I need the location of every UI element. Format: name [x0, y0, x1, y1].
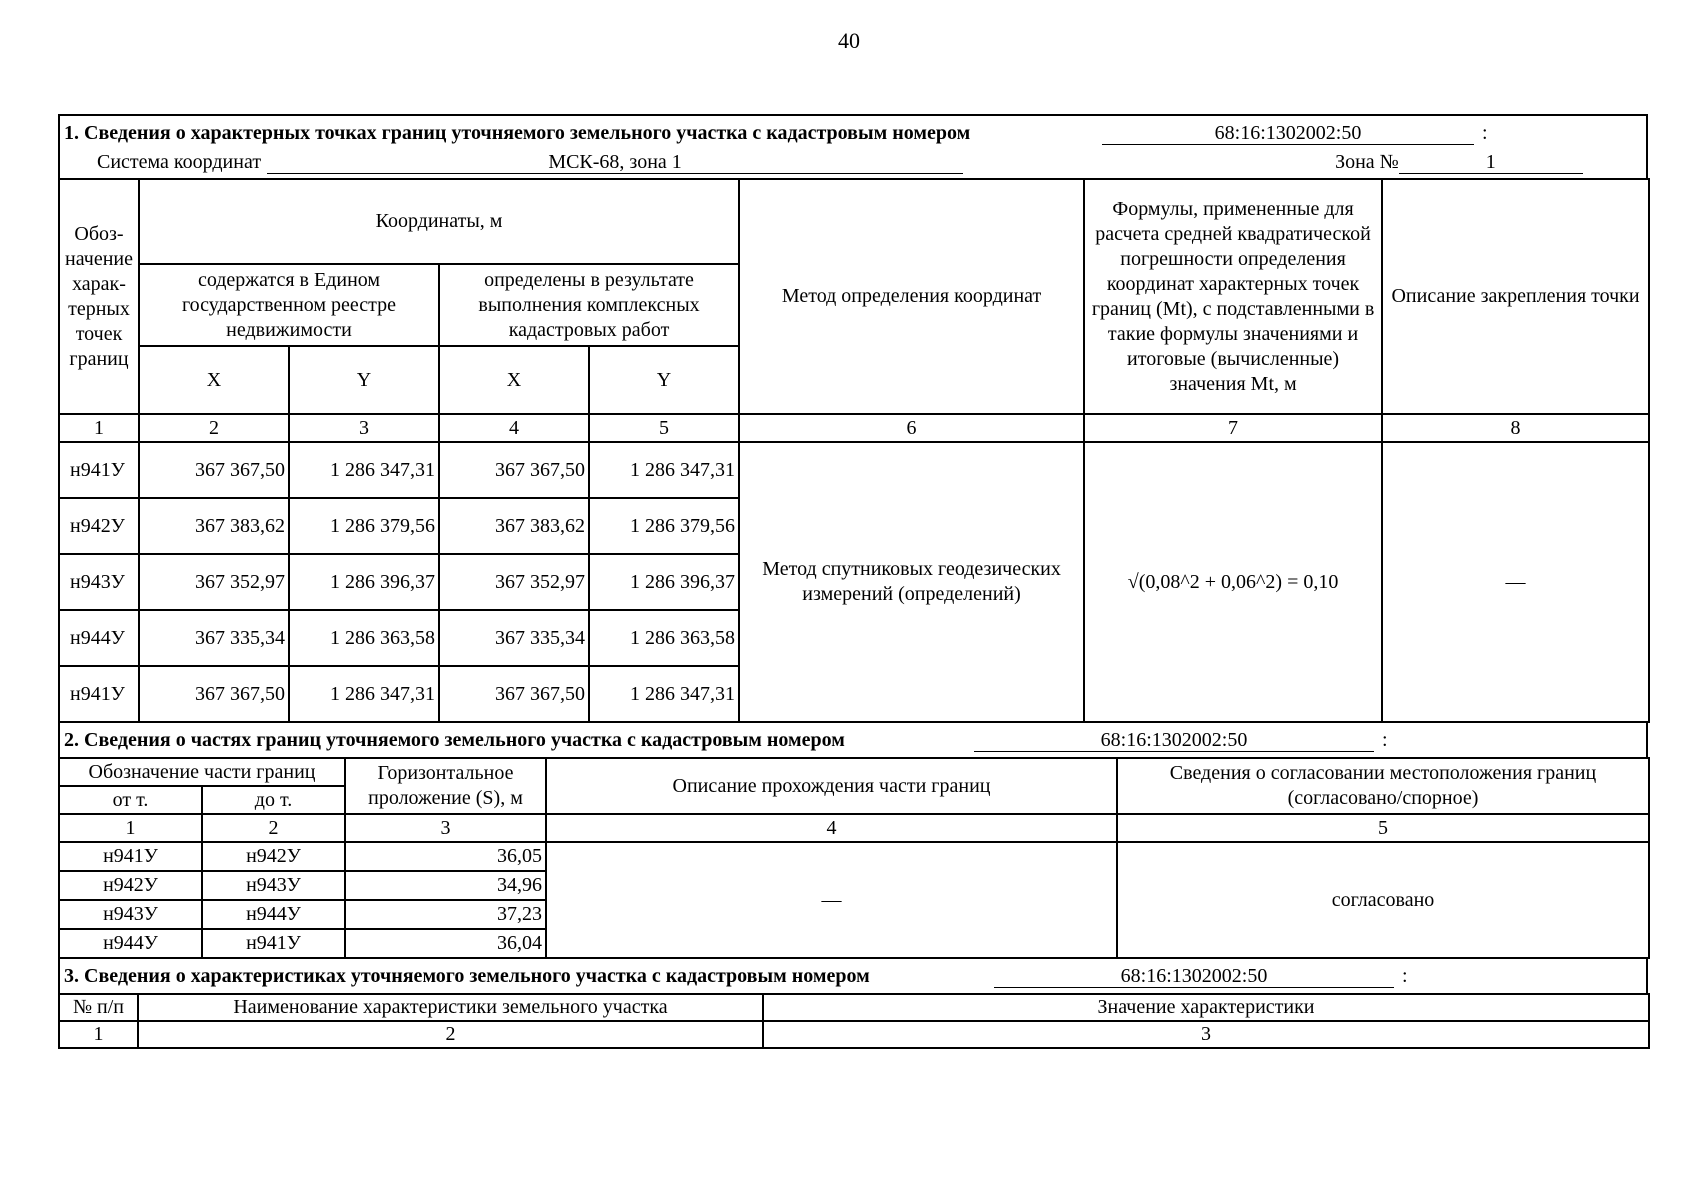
egrn-y: 1 286 379,56: [289, 498, 439, 554]
horizontal-value: 34,96: [345, 871, 546, 900]
header-egrn: содержатся в Едином государственном реестре недвижимости: [139, 264, 439, 346]
header-y2: Y: [589, 346, 739, 414]
determined-y: 1 286 347,31: [589, 442, 739, 498]
from-point: н941У: [59, 842, 202, 871]
determined-y: 1 286 396,37: [589, 554, 739, 610]
egrn-x: 367 367,50: [139, 442, 289, 498]
section2-title-cell: [59, 722, 1647, 758]
header-num: № п/п: [59, 994, 138, 1021]
section3-characteristics-table: [58, 993, 1650, 1049]
to-point: н941У: [202, 929, 345, 958]
point-name: н944У: [59, 610, 139, 666]
agreement-value: согласовано: [1117, 842, 1649, 958]
col-number: 3: [289, 414, 439, 442]
section2-colon: :: [1382, 728, 1388, 751]
determined-x: 367 335,34: [439, 610, 589, 666]
header-point-designation: Обоз- начение харак- терных точек границ: [59, 179, 139, 414]
table-row: [59, 442, 1649, 498]
horizontal-value: 36,04: [345, 929, 546, 958]
section1-title: 1. Сведения о характерных точках границ уточняемого земельного участка с кадастровым номером: [64, 121, 971, 144]
col-number: 1: [59, 814, 202, 842]
header-part-designation: Обозначение части границ: [59, 758, 345, 786]
zone-value: 1: [1399, 151, 1583, 174]
col-number: 2: [202, 814, 345, 842]
header-horizontal: Горизонтальное проложение (S), м: [345, 758, 546, 814]
page-number: 40: [838, 28, 860, 53]
header-fixing: Описание закрепления точки: [1382, 179, 1649, 414]
coord-system-value: МСК-68, зона 1: [267, 151, 963, 174]
section2-title: 2. Сведения о частях границ уточняемого земельного участка с кадастровым номером: [64, 728, 845, 751]
from-point: н944У: [59, 929, 202, 958]
header-name: Наименование характеристики земельного участка: [138, 994, 763, 1021]
horizontal-value: 36,05: [345, 842, 546, 871]
point-name: н943У: [59, 554, 139, 610]
egrn-x: 367 352,97: [139, 554, 289, 610]
col-number: 3: [345, 814, 546, 842]
egrn-y: 1 286 396,37: [289, 554, 439, 610]
section2-header-table: [58, 721, 1648, 759]
determined-y: 1 286 347,31: [589, 666, 739, 722]
header-y1: Y: [289, 346, 439, 414]
determined-y: 1 286 363,58: [589, 610, 739, 666]
cadastral-form: [58, 114, 1648, 1049]
fixing-value: —: [1382, 442, 1649, 722]
egrn-x: 367 383,62: [139, 498, 289, 554]
egrn-x: 367 367,50: [139, 666, 289, 722]
section1-colon: :: [1482, 121, 1488, 144]
header-determined: определены в результате выполнения комплексных кадастровых работ: [439, 264, 739, 346]
col-number: 3: [763, 1021, 1649, 1048]
point-name: н942У: [59, 498, 139, 554]
header-from: от т.: [59, 786, 202, 814]
col-number: 8: [1382, 414, 1649, 442]
to-point: н944У: [202, 900, 345, 929]
section1-cadastral-number: 68:16:1302002:50: [1102, 122, 1474, 145]
determined-x: 367 383,62: [439, 498, 589, 554]
determined-x: 367 367,50: [439, 442, 589, 498]
section1-title-cell: [59, 115, 1647, 179]
header-description: Описание прохождения части границ: [546, 758, 1117, 814]
determined-y: 1 286 379,56: [589, 498, 739, 554]
header-coordinates: Координаты, м: [139, 179, 739, 264]
col-number: 4: [439, 414, 589, 442]
col-number: 2: [138, 1021, 763, 1048]
col-number: 1: [59, 414, 139, 442]
section2-parts-table: [58, 757, 1650, 959]
section1-header-table: [58, 114, 1648, 180]
col-number: 5: [1117, 814, 1649, 842]
coord-system-label: Система координат: [97, 150, 262, 173]
point-name: н941У: [59, 666, 139, 722]
col-number: 7: [1084, 414, 1382, 442]
egrn-x: 367 335,34: [139, 610, 289, 666]
from-point: н942У: [59, 871, 202, 900]
header-method: Метод определения координат: [739, 179, 1084, 414]
col-number: 4: [546, 814, 1117, 842]
col-number: 6: [739, 414, 1084, 442]
header-x2: X: [439, 346, 589, 414]
horizontal-value: 37,23: [345, 900, 546, 929]
egrn-y: 1 286 363,58: [289, 610, 439, 666]
section3-cadastral-number: 68:16:1302002:50: [994, 965, 1394, 988]
method-value: Метод спутниковых геодезических измерений (определений): [739, 442, 1084, 722]
header-formula: Формулы, примененные для расчета средней квадратической погрешности определения координат характерных точек границ (Mt), с подставленными в такие формулы значениями и итоговые (вычисленные) значения Mt, м: [1084, 179, 1382, 414]
to-point: н943У: [202, 871, 345, 900]
section3-header-table: [58, 957, 1648, 995]
determined-x: 367 352,97: [439, 554, 589, 610]
egrn-y: 1 286 347,31: [289, 666, 439, 722]
determined-x: 367 367,50: [439, 666, 589, 722]
formula-value: √(0,08^2 + 0,06^2) = 0,10: [1084, 442, 1382, 722]
col-number: 5: [589, 414, 739, 442]
to-point: н942У: [202, 842, 345, 871]
col-number: 2: [139, 414, 289, 442]
section2-cadastral-number: 68:16:1302002:50: [974, 729, 1374, 752]
egrn-y: 1 286 347,31: [289, 442, 439, 498]
col-number: 1: [59, 1021, 138, 1048]
from-point: н943У: [59, 900, 202, 929]
zone-label: Зона №: [1335, 150, 1399, 173]
section1-points-table: [58, 178, 1650, 723]
section3-title-cell: [59, 958, 1647, 994]
section3-title: 3. Сведения о характеристиках уточняемого земельного участка с кадастровым номером: [64, 964, 870, 987]
header-agreement: Сведения о согласовании местоположения границ (согласовано/спорное): [1117, 758, 1649, 814]
header-to: до т.: [202, 786, 345, 814]
header-value: Значение характеристики: [763, 994, 1649, 1021]
description-value: —: [546, 842, 1117, 958]
table-row: [59, 842, 1649, 871]
point-name: н941У: [59, 442, 139, 498]
section3-colon: :: [1402, 964, 1408, 987]
header-x1: X: [139, 346, 289, 414]
